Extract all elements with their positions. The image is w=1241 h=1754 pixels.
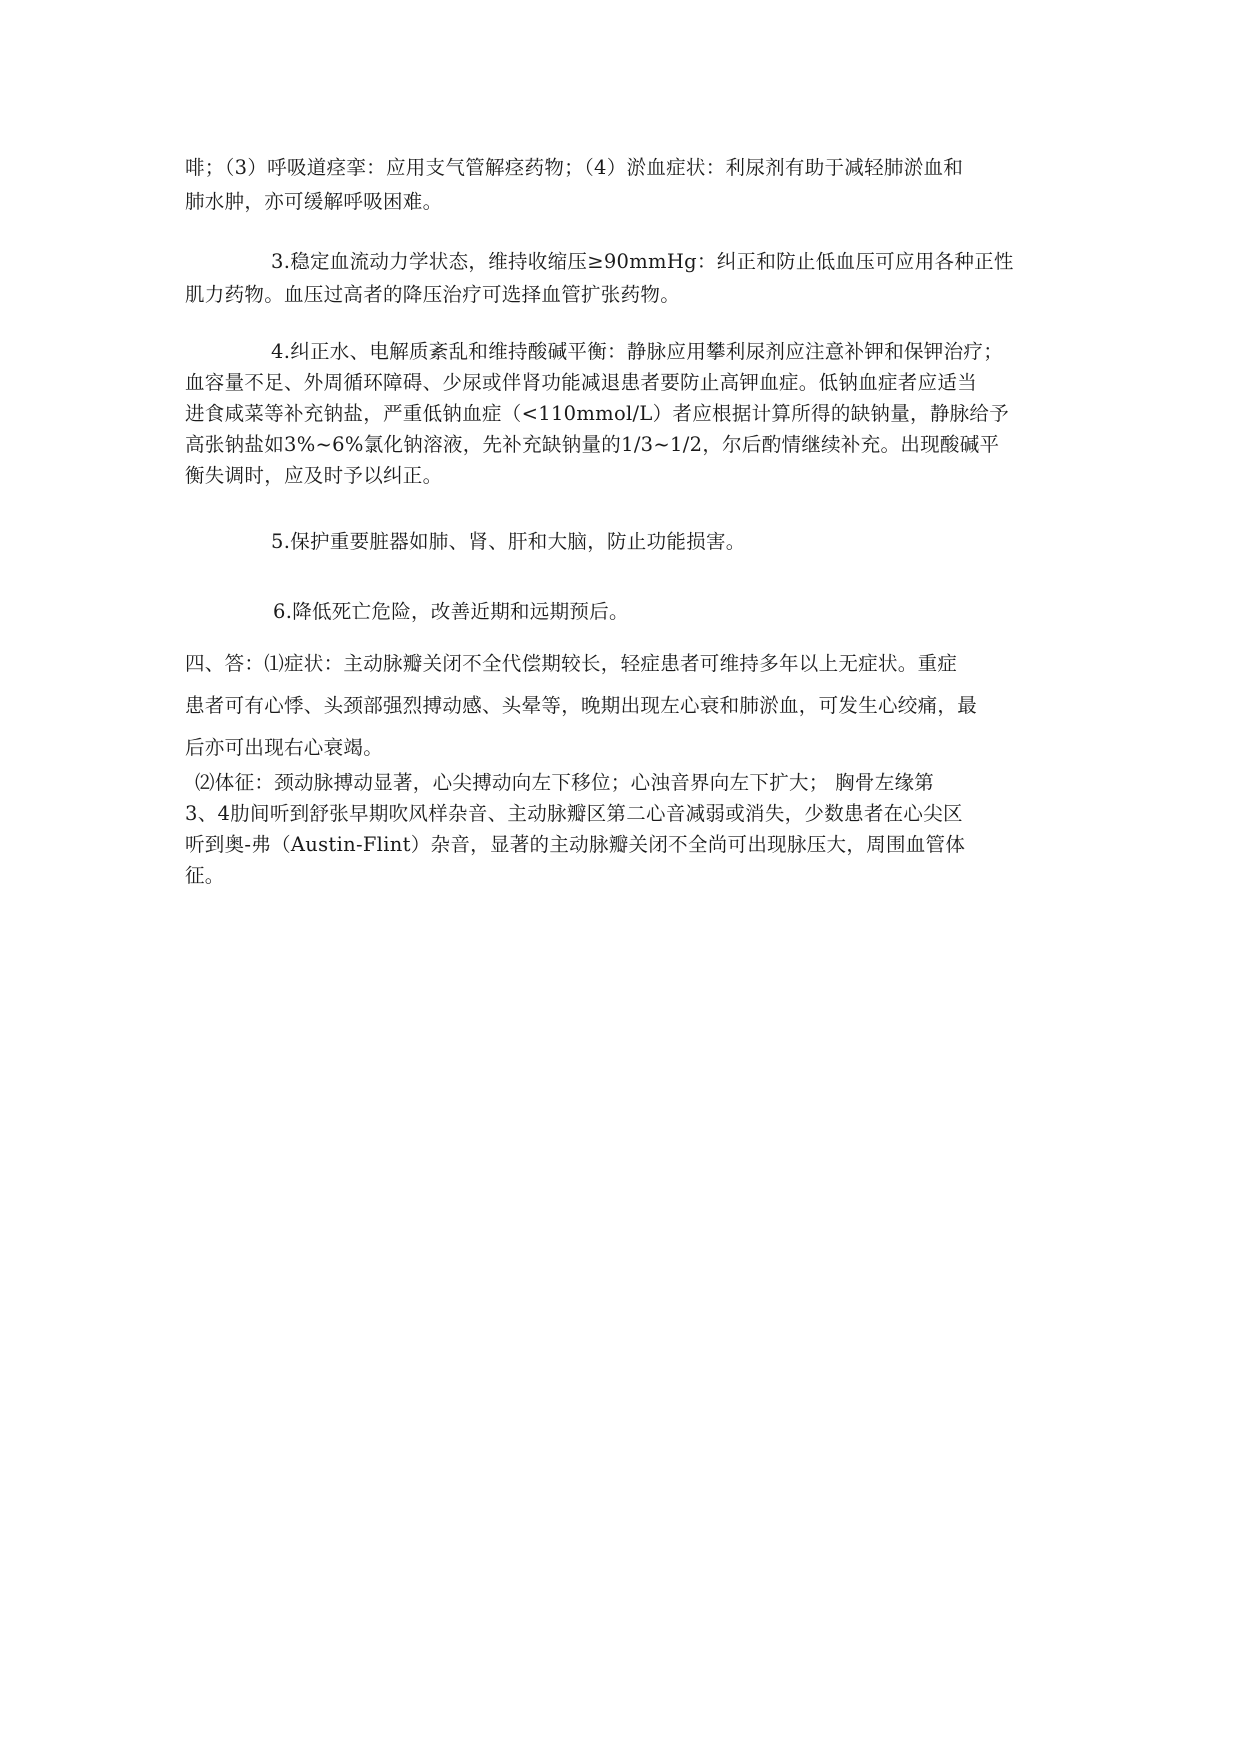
text-line: 5.保护重要脏器如肺、肾、肝和大脑，防止功能损害。 [271,530,746,553]
paragraph-hemodynamics [185,245,1055,311]
text-line: ⑵体征：颈动脉搏动显著，心尖搏动向左下移位；心浊音界向左下扩大； 胸骨左缘第 [195,771,935,794]
paragraph-organ-protection [185,527,1055,557]
paragraph-mortality [185,597,1055,627]
text-line: 征。 [185,864,225,887]
paragraph-treatment-symptoms [185,151,1055,219]
text-line: 患者可有心悸、头颈部强烈搏动感、头晕等，晚期出现左心衰和肺淤血，可发生心绞痛，最 [185,694,978,717]
text-line: 后亦可出现右心衰竭。 [185,736,384,759]
text-line: 啡；（3）呼吸道痉挛：应用支气管解痉药物；（4）淤血症状：利尿剂有助于减轻肺淤血和 [185,156,964,179]
text-line: 3、4肋间听到舒张早期吹风样杂音、主动脉瓣区第二心音减弱或消失，少数患者在心尖区 [185,802,963,825]
text-line: 6.降低死亡危险，改善近期和远期预后。 [273,600,629,623]
text-line: 高张钠盐如3%~6%氯化钠溶液，先补充缺钠量的1/3~1/2，尔后酌情继续补充。出现酸碱平 [185,433,1000,456]
text-line: 肌力药物。血压过高者的降压治疗可选择血管扩张药物。 [185,283,681,306]
text-line: 四、答：⑴症状：主动脉瓣关闭不全代偿期较长，轻症患者可维持多年以上无症状。重症 [185,652,958,675]
text-line: 衡失调时，应及时予以纠正。 [185,464,443,487]
text-line: 听到奥-弗（Austin-Flint）杂音，显著的主动脉瓣关闭不全尚可出现脉压大，周围血管体 [185,833,966,856]
text-line: 血容量不足、外周循环障碍、少尿或伴肾功能减退患者要防止高钾血症。低钠血症者应适当 [185,371,978,394]
text-line: 进食咸菜等补充钠盐，严重低钠血症（<110mmol/L）者应根据计算所得的缺钠量，静脉给予 [185,402,1010,425]
paragraph-answer-four-signs [185,767,1055,891]
text-line: 3.稳定血流动力学状态，维持收缩压≥90mmHg：纠正和防止低血压可应用各种正性 [271,250,1014,273]
text-line: 4.纠正水、电解质紊乱和维持酸碱平衡：静脉应用攀利尿剂应注意补钾和保钾治疗； [271,340,1004,363]
paragraph-answer-four-symptoms [185,643,1055,769]
text-line: 肺水肿，亦可缓解呼吸困难。 [185,190,443,213]
paragraph-electrolytes [185,336,1055,491]
